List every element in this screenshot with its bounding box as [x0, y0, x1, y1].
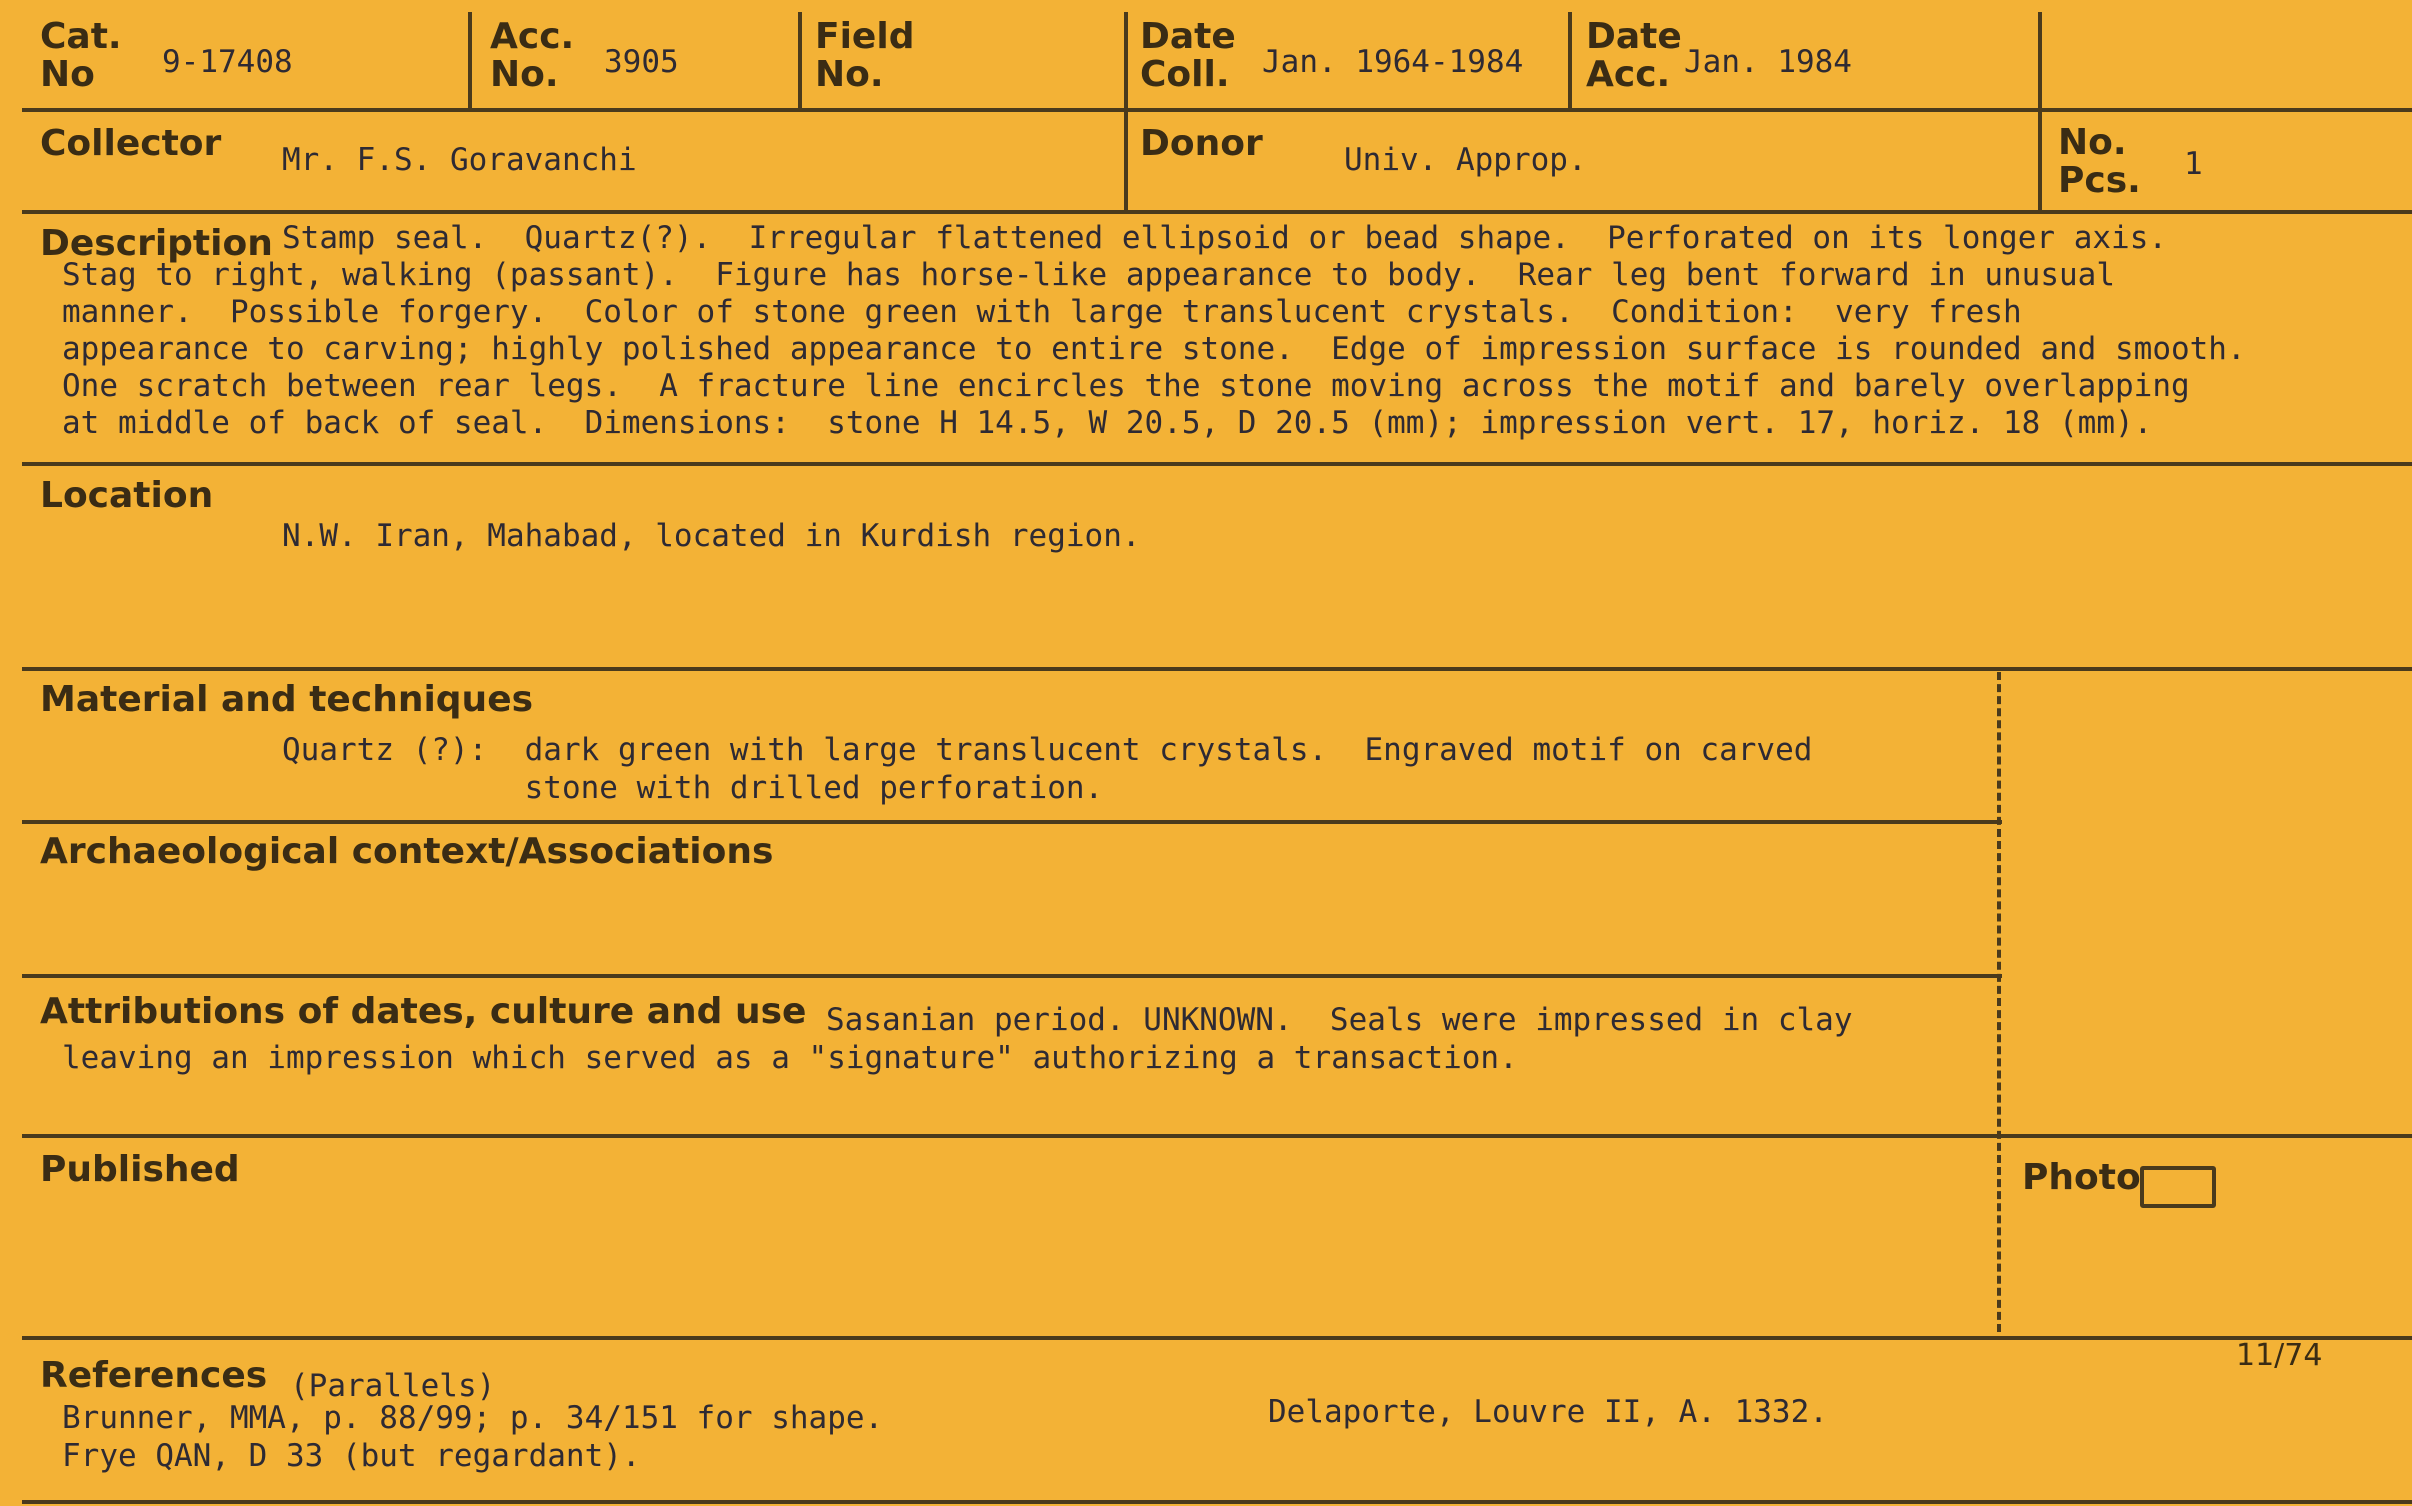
rule-header-bottom: [22, 108, 2412, 112]
description-line-4: appearance to carving; highly polished appearance to entire stone. Edge of impression surface is rounded and smooth.: [62, 331, 2246, 367]
rule-attrib-bottom: [22, 1134, 2412, 1138]
rule-collector-bottom: [22, 210, 2412, 214]
attributions-label: Attributions of dates, culture and use: [40, 991, 807, 1032]
description-line-1: Stamp seal. Quartz(?). Irregular flattened ellipsoid or bead shape. Perforated on its longer axis.: [282, 220, 2168, 256]
references-label: References: [40, 1355, 268, 1396]
donor-label: Donor: [1140, 123, 1263, 164]
card-code: 11/74: [2236, 1338, 2323, 1373]
description-line-5: One scratch between rear legs. A fracture line encircles the stone moving across the motif and barely overlapping: [62, 368, 2190, 404]
rule-dashed-photo-column: [1997, 672, 2001, 1332]
references-left-line-2: Frye QAN, D 33 (but regardant).: [62, 1438, 641, 1474]
rule-card-bottom: [22, 1500, 2412, 1504]
rule-published-bottom: [22, 1336, 2412, 1340]
rule-v-field: [1124, 12, 1128, 212]
donor-value: Univ. Approp.: [1344, 142, 1587, 178]
attributions-line-2: leaving an impression which served as a "signature" authorizing a transaction.: [62, 1040, 1518, 1076]
pcs-value: 1: [2184, 146, 2203, 182]
cat-no-value: 9-17408: [162, 44, 293, 80]
date-acc-label: Date Acc.: [1586, 16, 1682, 95]
description-line-6: at middle of back of seal. Dimensions: stone H 14.5, W 20.5, D 20.5 (mm); impression vert. 17, horiz. 18 (mm).: [62, 405, 2153, 441]
field-no-label: Field No.: [815, 16, 915, 95]
attributions-line-1: Sasanian period. UNKNOWN. Seals were impressed in clay: [826, 1002, 1853, 1038]
date-acc-value: Jan. 1984: [1684, 44, 1852, 80]
acc-no-label: Acc. No.: [490, 16, 575, 95]
published-label: Published: [40, 1149, 240, 1190]
date-coll-label: Date Coll.: [1140, 16, 1236, 95]
description-line-3: manner. Possible forgery. Color of stone green with large translucent crystals. Condition: very fresh: [62, 294, 2022, 330]
material-label: Material and techniques: [40, 679, 534, 720]
collector-label: Collector: [40, 123, 222, 164]
references-left-line-1: Brunner, MMA, p. 88/99; p. 34/151 for shape.: [62, 1400, 884, 1436]
rule-description-bottom: [22, 462, 2412, 466]
description-line-2: Stag to right, walking (passant). Figure has horse-like appearance to body. Rear leg bent forward in unusual: [62, 257, 2115, 293]
description-label: Description: [40, 223, 273, 264]
rule-v-cat: [468, 12, 472, 110]
location-value: N.W. Iran, Mahabad, located in Kurdish region.: [282, 518, 1141, 554]
date-coll-value: Jan. 1964-1984: [1262, 44, 1524, 80]
cat-no-label: Cat. No: [40, 16, 122, 95]
collector-value: Mr. F.S. Goravanchi: [282, 142, 637, 178]
references-right-line: Delaporte, Louvre II, A. 1332.: [1268, 1394, 1828, 1430]
rule-v-acc: [798, 12, 802, 110]
archaeological-label: Archaeological context/Associations: [40, 831, 774, 872]
location-label: Location: [40, 475, 214, 516]
pcs-label: No. Pcs.: [2058, 122, 2141, 201]
rule-archaeo-bottom: [22, 974, 2002, 978]
rule-material-bottom: [22, 820, 2002, 824]
photo-label: Photo: [2022, 1157, 2141, 1198]
material-line-2: stone with drilled perforation.: [282, 770, 1104, 806]
acc-no-value: 3905: [604, 44, 679, 80]
rule-v-datecoll: [1568, 12, 1572, 110]
references-parallels: (Parallels): [290, 1368, 496, 1404]
material-line-1: Quartz (?): dark green with large translucent crystals. Engraved motif on carved: [282, 732, 1813, 768]
rule-location-bottom: [22, 667, 2412, 671]
rule-v-dateacc: [2038, 12, 2042, 212]
photo-checkbox[interactable]: [2140, 1166, 2216, 1208]
